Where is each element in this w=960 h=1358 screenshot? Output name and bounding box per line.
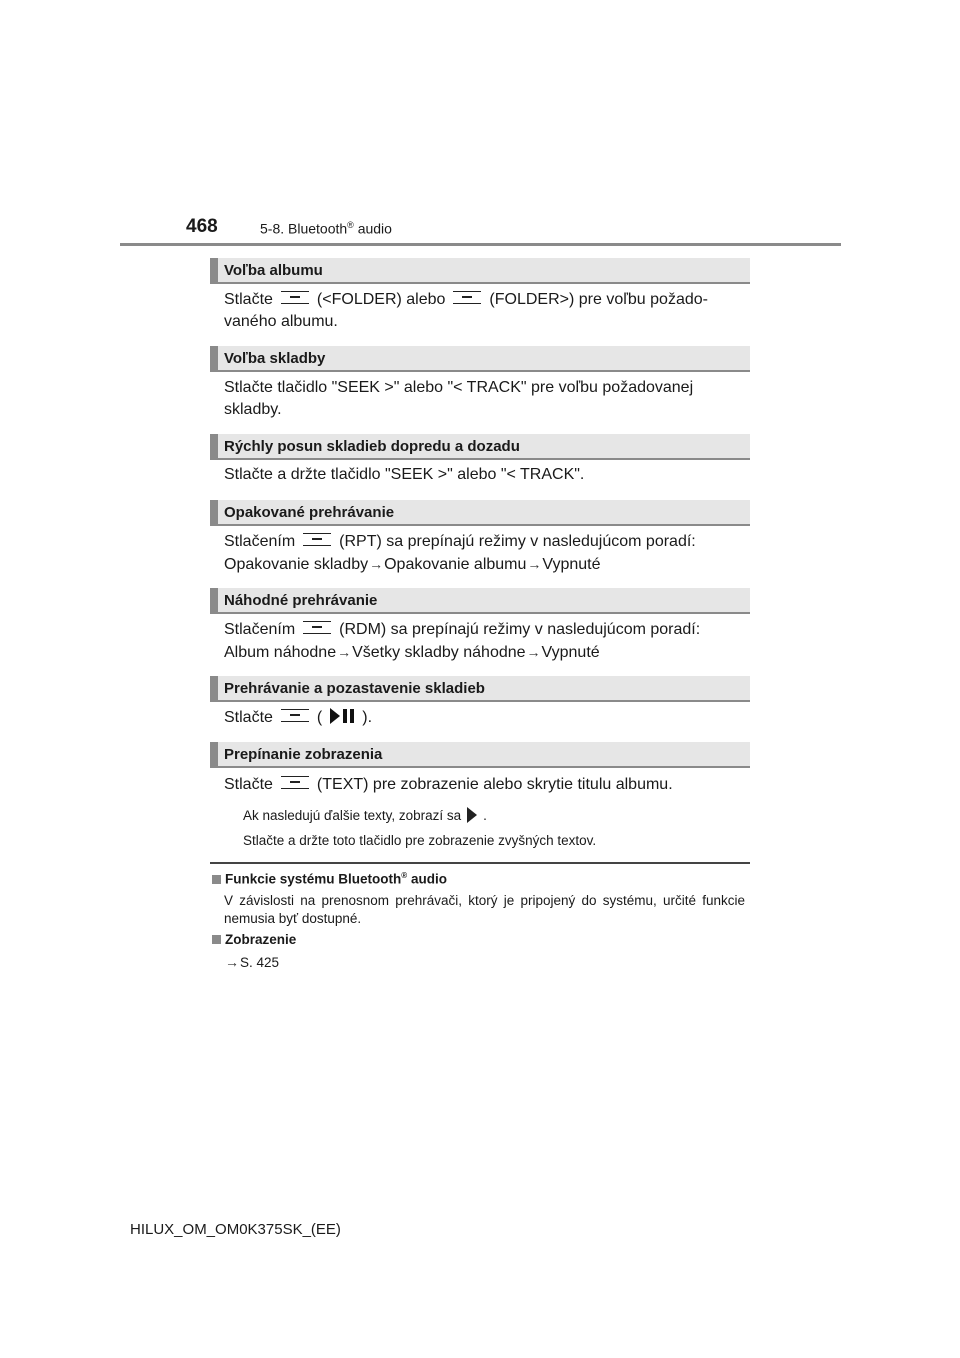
info-functions-text: V závislosti na prenosnom prehrávači, ktorý je pripojený do systému, určité funkcie nemusia byť dostupné. xyxy=(224,893,745,926)
info-display-title: Zobrazenie xyxy=(212,932,296,947)
heading-repeat: Opakované prehrávanie xyxy=(210,500,750,526)
button-icon xyxy=(453,291,481,304)
button-icon xyxy=(281,709,309,722)
arrow-right-icon: → xyxy=(369,556,384,572)
header-rule xyxy=(120,243,841,246)
arrow-right-icon: → xyxy=(526,644,541,660)
page-number: 468 xyxy=(186,216,218,237)
bullet-square-icon xyxy=(212,935,221,944)
heading-track: Voľba skladby xyxy=(210,346,750,372)
heading-album: Voľba albumu xyxy=(210,258,750,284)
heading-random: Náhodné prehrávanie xyxy=(210,588,750,614)
seek-text: Stlačte a držte tlačidlo "SEEK >" alebo "< TRACK". xyxy=(224,466,585,483)
arrow-right-icon: → xyxy=(527,556,542,572)
heading-playpause: Prehrávanie a pozastavenie skladieb xyxy=(210,676,750,702)
display-note-1: Ak nasledujú ďalšie texty, zobrazí sa . xyxy=(243,808,487,823)
arrow-right-icon: → xyxy=(337,644,352,660)
section-breadcrumb: 5-8. Bluetooth® audio xyxy=(260,220,392,237)
album-text: Stlačte (<FOLDER) alebo (FOLDER>) pre voľbu požado- vaného albumu. xyxy=(224,291,708,330)
display-note-2: Stlačte a držte toto tlačidlo pre zobrazenie zvyšných textov. xyxy=(243,833,597,848)
button-icon xyxy=(303,533,331,546)
display-text: Stlačte (TEXT) pre zobrazenie alebo skrytie titulu albumu. xyxy=(224,776,673,793)
playpause-text: Stlačte ( ). xyxy=(224,707,746,729)
arrow-right-icon: → xyxy=(225,954,239,970)
info-functions-title: Funkcie systému Bluetooth® audio xyxy=(212,871,447,887)
divider xyxy=(210,862,750,864)
footer-code: HILUX_OM_OM0K375SK_(EE) xyxy=(130,1221,341,1238)
heading-seek: Rýchly posun skladieb dopredu a dozadu xyxy=(210,434,750,460)
button-icon xyxy=(281,776,309,789)
info-display-ref: →S. 425 xyxy=(225,954,280,970)
repeat-text: Stlačením (RPT) sa prepínajú režimy v nasledujúcom poradí: Opakovanie skladby→Opakovanie albumu→Vypnuté xyxy=(224,533,696,573)
bullet-square-icon xyxy=(212,875,221,884)
next-text-triangle-icon xyxy=(467,807,477,823)
heading-display: Prepínanie zobrazenia xyxy=(210,742,750,768)
track-text: Stlačte tlačidlo "SEEK >" alebo "< TRACK" pre voľbu požadovanej skladby. xyxy=(224,379,694,418)
button-icon xyxy=(303,621,331,634)
random-text: Stlačením (RDM) sa prepínajú režimy v nasledujúcom poradí: Album náhodne→Všetky skladby náhodne→Vypnuté xyxy=(224,621,701,661)
button-icon xyxy=(281,291,309,304)
play-pause-icon xyxy=(328,707,356,725)
